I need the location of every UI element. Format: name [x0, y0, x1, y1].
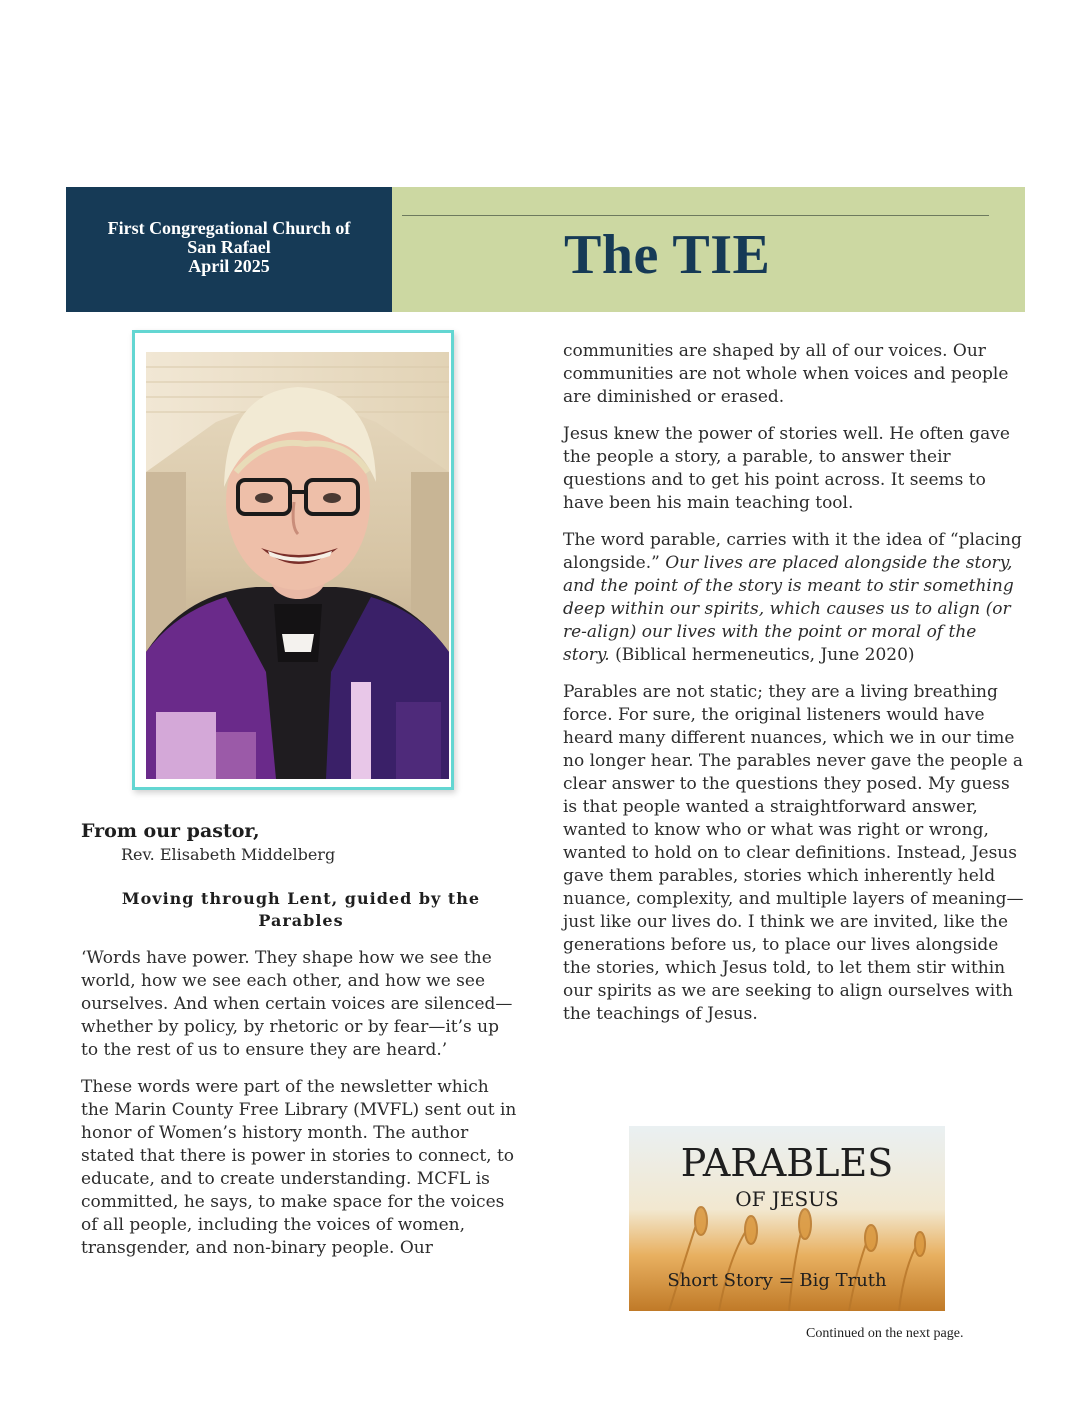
- citation: (Biblical hermeneutics, June 2020): [615, 645, 915, 665]
- book-title: PARABLES: [680, 1141, 894, 1185]
- pastor-photo-frame: [132, 330, 454, 790]
- book-cover-art: [629, 1126, 945, 1311]
- parables-book-cover: [629, 1126, 945, 1311]
- church-info-box: [66, 187, 392, 312]
- body-paragraph: [563, 529, 1027, 667]
- body-paragraph: Parables are not static; they are a living breathing force. For sure, the original listeners would have heard many different nuances, which we in our time no longer hear. The parables never gave the people a clear answer to the questions they posed. My guess is that people wanted a straightforward answer, wanted to know who or what was right or wrong, wanted to hold on to clear definitions. Instead, Jesus gave them parables, stories which inherently held nuance, complexity, and multiple layers of meaning—just like our lives do. I think we are invited, like the generations before us, to place our lives alongside the stories, which Jesus told, to let them stir within our spirits as we are seeking to align ourselves with the teachings of Jesus.: [563, 682, 1024, 1024]
- book-tagline: Short Story = Big Truth: [667, 1270, 887, 1291]
- pastor-photo: [146, 352, 449, 779]
- masthead-title: The TIE: [564, 224, 771, 286]
- issue-date: April 2025: [188, 256, 270, 276]
- body-paragraph: These words were part of the newsletter which the Marin County Free Library (MVFL) sent out in honor of Women’s history month. The author stated that there is power in stories to connect, to educate, and to create understanding. MCFL is committed, he says, to make space for the voices of all people, including the voices of women, transgender, and non-binary people. Our: [81, 1077, 517, 1258]
- continued-note: Continued on the next page.: [806, 1326, 964, 1341]
- right-column: [563, 340, 1027, 1040]
- left-column: [81, 818, 521, 1274]
- church-name-line2: San Rafael: [187, 237, 271, 257]
- body-paragraph: communities are shaped by all of our voices. Our communities are not whole when voices and people are diminished or erased.: [563, 341, 1009, 407]
- body-paragraph: Jesus knew the power of stories well. He often gave the people a story, a parable, to answer their questions and to get his point across. It seems to have been his main teaching tool.: [563, 424, 1010, 513]
- masthead-box: [392, 187, 1025, 312]
- pastor-heading: From our pastor,: [81, 820, 260, 842]
- italic-quote: Our lives are placed alongside the story, and the point of the story is meant to stir something deep within our spirits, which causes us to align (or re-align) our lives with the point or moral of the story.: [563, 553, 1014, 665]
- book-subtitle: OF JESUS: [735, 1187, 839, 1211]
- article-title: Moving through Lent, guided by the Parables: [121, 889, 481, 930]
- pastor-name: Rev. Elisabeth Middelberg: [121, 845, 336, 864]
- parable-definition: The word parable, carries with it the idea of “placing alongside.”: [563, 530, 1022, 573]
- masthead-rule: [402, 215, 989, 216]
- church-name-line1: First Congregational Church of: [107, 218, 351, 238]
- quote-paragraph: ‘Words have power. They shape how we see the world, how we see each other, and how we see ourselves. And when certain voices are silenced—whether by policy, by rhetoric or by fear—it’s up to the rest of us to ensure they are heard.’: [81, 948, 513, 1060]
